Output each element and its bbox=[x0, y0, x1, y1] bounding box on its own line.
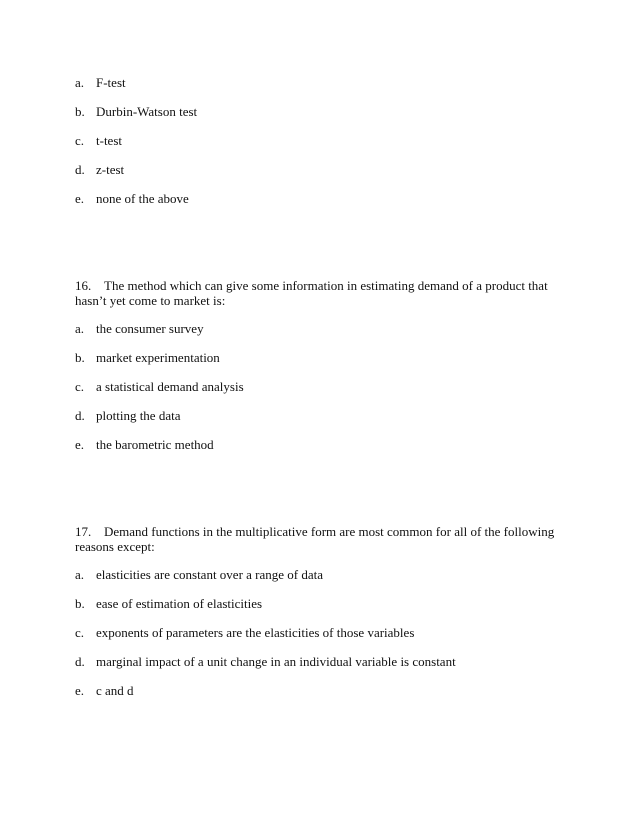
question-text: Demand functions in the multiplicative form are most common for all of the following bbox=[104, 524, 555, 539]
option-text: plotting the data bbox=[96, 408, 181, 423]
q16-option-e bbox=[75, 437, 214, 453]
option-letter: c. bbox=[75, 133, 85, 148]
question-17-line2 bbox=[75, 539, 155, 555]
option-letter: e. bbox=[75, 437, 85, 452]
q16-option-b bbox=[75, 350, 220, 366]
option-text: none of the above bbox=[96, 191, 189, 206]
q16-option-a bbox=[75, 321, 204, 337]
option-d bbox=[75, 162, 124, 178]
option-e bbox=[75, 191, 189, 207]
option-letter: c. bbox=[75, 379, 85, 394]
option-text: the barometric method bbox=[96, 437, 214, 452]
option-text: F-test bbox=[96, 75, 126, 90]
q17-option-c bbox=[75, 625, 414, 641]
question-17-line1 bbox=[75, 524, 554, 540]
option-text: z-test bbox=[96, 162, 125, 177]
q17-option-d bbox=[75, 654, 456, 670]
question-16-line1 bbox=[75, 278, 548, 294]
option-text: marginal impact of a unit change in an individual variable is constant bbox=[96, 654, 456, 669]
option-a bbox=[75, 75, 126, 91]
option-text: market experimentation bbox=[96, 350, 220, 365]
option-letter: e. bbox=[75, 191, 85, 206]
question-text: The method which can give some information in estimating demand of a product that bbox=[104, 278, 548, 293]
option-letter: a. bbox=[75, 75, 85, 90]
option-letter: d. bbox=[75, 162, 85, 177]
option-c bbox=[75, 133, 122, 149]
option-letter: d. bbox=[75, 408, 85, 423]
option-letter: a. bbox=[75, 567, 85, 582]
option-letter: b. bbox=[75, 350, 85, 365]
option-text: exponents of parameters are the elasticities of those variables bbox=[96, 625, 415, 640]
question-number: 17. bbox=[75, 524, 92, 539]
q17-option-e bbox=[75, 683, 134, 699]
option-text: t-test bbox=[96, 133, 122, 148]
option-text: a statistical demand analysis bbox=[96, 379, 244, 394]
option-text: c and d bbox=[96, 683, 134, 698]
option-text: Durbin-Watson test bbox=[96, 104, 198, 119]
q17-option-a bbox=[75, 567, 323, 583]
q16-option-c bbox=[75, 379, 244, 395]
option-letter: a. bbox=[75, 321, 85, 336]
q16-option-d bbox=[75, 408, 180, 424]
question-16-line2 bbox=[75, 293, 225, 309]
option-text: the consumer survey bbox=[96, 321, 204, 336]
option-text: ease of estimation of elasticities bbox=[96, 596, 263, 611]
question-text-continued: reasons except: bbox=[75, 539, 155, 554]
question-number: 16. bbox=[75, 278, 92, 293]
option-letter: d. bbox=[75, 654, 85, 669]
option-letter: c. bbox=[75, 625, 85, 640]
q17-option-b bbox=[75, 596, 262, 612]
option-letter: e. bbox=[75, 683, 85, 698]
option-letter: b. bbox=[75, 104, 85, 119]
option-text: elasticities are constant over a range of data bbox=[96, 567, 324, 582]
question-text-continued: hasn’t yet come to market is: bbox=[75, 293, 226, 308]
option-b bbox=[75, 104, 197, 120]
option-letter: b. bbox=[75, 596, 85, 611]
